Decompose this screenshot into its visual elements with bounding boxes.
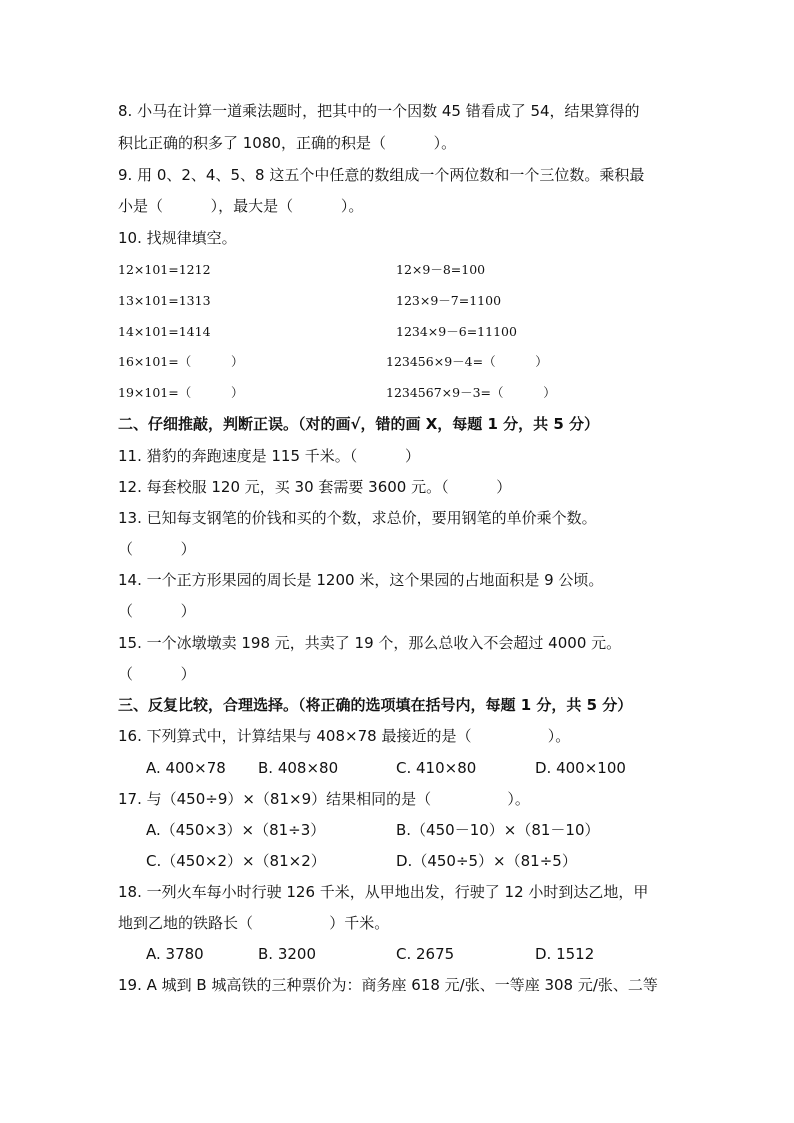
q9-line2: 小是（ ），最大是（ ）。 xyxy=(118,197,364,215)
q11: 11. 猎豹的奔跑速度是 115 千米。（ ） xyxy=(118,447,420,465)
q12: 12. 每套校服 120 元，买 30 套需要 3600 元。（ ） xyxy=(118,478,512,496)
pattern-right-4: 123456×9－4=（ ） xyxy=(386,354,548,369)
q18-option-c: C. 2675 xyxy=(396,945,455,963)
q9-line1: 9. 用 0、2、4、5、8 这五个中任意的数组成一个两位数和一个三位数。乘积最 xyxy=(118,166,645,184)
section-3-heading: 三、反复比较，合理选择。（将正确的选项填在括号内，每题 1 分，共 5 分） xyxy=(118,696,633,714)
q13-answer-paren: （ ） xyxy=(118,540,196,558)
section-2-heading: 二、仔细推敲，判断正误。（对的画√，错的画 X，每题 1 分，共 5 分） xyxy=(118,415,600,433)
pattern-right-2: 123×9－7=1100 xyxy=(396,293,502,308)
q16-option-d: D. 400×100 xyxy=(535,759,626,777)
pattern-right-3: 1234×9－6=11100 xyxy=(396,324,517,339)
pattern-left-5: 19×101=（ ） xyxy=(118,385,244,400)
pattern-right-5: 1234567×9－3=（ ） xyxy=(386,385,556,400)
q16-option-c: C. 410×80 xyxy=(396,759,477,777)
pattern-left-4: 16×101=（ ） xyxy=(118,354,244,369)
q17-option-a: A.（450×3）×（81÷3） xyxy=(146,821,326,839)
pattern-left-3: 14×101=1414 xyxy=(118,324,211,339)
q10-title: 10. 找规律填空。 xyxy=(118,229,237,247)
pattern-right-1: 12×9－8=100 xyxy=(396,262,486,277)
q16: 16. 下列算式中，计算结果与 408×78 最接近的是（ ）。 xyxy=(118,727,571,745)
q17-option-c: C.（450×2）×（81×2） xyxy=(146,852,326,870)
q15: 15. 一个冰墩墩卖 198 元，共卖了 19 个，那么总收入不会超过 4000 元。 xyxy=(118,634,622,652)
q18-line2: 地到乙地的铁路长（ ）千米。 xyxy=(118,914,390,932)
q13: 13. 已知每支钢笔的价钱和买的个数，求总价，要用钢笔的单价乘个数。 xyxy=(118,509,597,527)
q18-option-d: D. 1512 xyxy=(535,945,595,963)
q17-option-b: B.（450－10）×（81－10） xyxy=(396,821,600,839)
q17: 17. 与（450÷9）×（81×9）结果相同的是（ ）。 xyxy=(118,790,530,808)
pattern-left-2: 13×101=1313 xyxy=(118,293,211,308)
q19-line1: 19. A 城到 B 城高铁的三种票价为：商务座 618 元/张、一等座 308 元/张、二等 xyxy=(118,976,658,994)
q15-answer-paren: （ ） xyxy=(118,665,196,683)
q14-answer-paren: （ ） xyxy=(118,602,196,620)
q18-option-a: A. 3780 xyxy=(146,945,204,963)
q16-option-a: A. 400×78 xyxy=(146,759,226,777)
q16-option-b: B. 408×80 xyxy=(258,759,339,777)
q8-line2: 积比正确的积多了 1080，正确的积是（ ）。 xyxy=(118,134,457,152)
pattern-left-1: 12×101=1212 xyxy=(118,262,211,277)
q17-option-d: D.（450÷5）×（81÷5） xyxy=(396,852,577,870)
q8-line1: 8. 小马在计算一道乘法题时，把其中的一个因数 45 错看成了 54，结果算得的 xyxy=(118,102,640,120)
q18-option-b: B. 3200 xyxy=(258,945,317,963)
q18-line1: 18. 一列火车每小时行驶 126 千米，从甲地出发，行驶了 12 小时到达乙地，甲 xyxy=(118,883,649,901)
q14: 14. 一个正方形果园的周长是 1200 米，这个果园的占地面积是 9 公顷。 xyxy=(118,571,604,589)
